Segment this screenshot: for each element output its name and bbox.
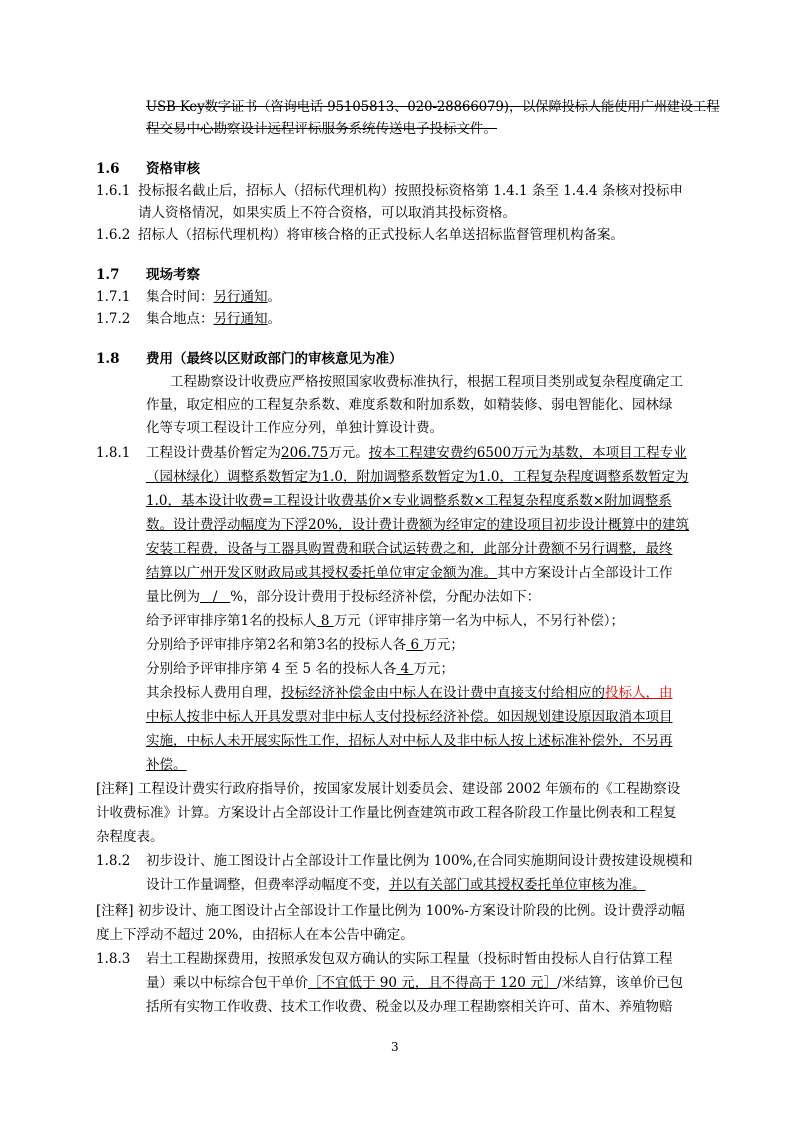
compensation-text: 投标经济补偿金由中标人在设计费中直接支付给相应的 — [281, 685, 605, 701]
clause-1-8-3-line-1: 岩土工程勘探费用，按照承发包双方确认的实际工程量（投标时暂由投标人自行估算工程 — [146, 951, 673, 967]
ratio-rest: %，部分设计费用于投标经济补偿，分配办法如下： — [230, 589, 541, 605]
note-1-line-3: 杂程度表。 — [96, 829, 164, 845]
meeting-place-value: 另行通知 — [213, 311, 268, 327]
clause-1-6-1-number: 1.6.1 — [96, 183, 131, 199]
fee-float-text: 设计费浮动幅度为下浮20%，设计费计费额为经审定的建设项目初步设计概算中的建筑 — [173, 517, 690, 533]
clause-1-8-1-line-1 — [146, 442, 687, 464]
clause-1-8-1-line-12: 中标人按非中标人开具发票对非中标人支付投标经济补偿。如因规划建设原因取消本项目 — [146, 709, 673, 725]
ratio-value: / — [200, 589, 231, 605]
clause-1-8-2-number: 1.8.2 — [96, 853, 131, 869]
approval-text: 并以有关部门或其授权委托单位审核为准。 — [389, 877, 646, 893]
section-1-6-title: 资格审核 — [146, 161, 200, 177]
rank-1-amount: 8 — [316, 613, 334, 629]
clause-1-8-1-line-10 — [146, 658, 454, 680]
base-fee-label: 工程设计费基价暂定为 — [146, 445, 281, 461]
section-1-7-title: 现场考察 — [146, 267, 200, 283]
unit-price-label: 量）乘以中标综合包干单价 — [146, 975, 308, 991]
line-4-start: 数。 — [146, 517, 173, 533]
meeting-time-value: 另行通知 — [213, 289, 268, 305]
ratio-label: 量比例为 — [146, 589, 200, 605]
section-1-7-number: 1.7 — [96, 267, 120, 283]
clause-1-7-1-text — [146, 286, 281, 308]
note-1-line-2: 计收费标准》计算。方案设计占全部设计工作量比例查建筑市政工程各阶段工作量比例表和工程复 — [96, 805, 677, 821]
fee-intro-line-1: 工程勘察设计收费应严格按照国家收费标准执行，根据工程项目类别或复杂程度确定工 — [170, 374, 683, 390]
clause-1-8-1-line-4 — [146, 514, 689, 536]
base-fee-unit: 万元。 — [328, 445, 369, 461]
rank-1-rest: 万元（评审排序第一名为中标人，不另行补偿）； — [333, 613, 625, 629]
struck-text-line-2: 程交易中心勘察设计远程评标服务系统传送电子投标文件。 — [146, 121, 497, 137]
fee-intro-line-2: 作量，取定相应的工程复杂系数、难度系数和附加系数，如精装修、弱电智能化、园林绿 — [146, 397, 673, 413]
clause-1-8-1-number: 1.8.1 — [96, 445, 131, 461]
compensation-red-text: 投标人，由 — [605, 685, 673, 701]
section-1-8-number: 1.8 — [96, 351, 120, 367]
clause-1-8-1-line-6 — [146, 562, 673, 584]
clause-1-8-1-line-5: 安装工程费，设备与工器具购置费和联合试运转费之和，此部分计费额不另行调整，最终 — [146, 541, 673, 557]
page-number: 3 — [391, 1040, 399, 1054]
clause-1-6-2-text: 招标人（招标代理机构）将审核合格的正式投标人名单送招标监督管理机构备案。 — [138, 227, 624, 243]
design-adjust-text: 设计工作量调整，但费率浮动幅度不变， — [146, 877, 389, 893]
others-self-pay: 其余投标人费用自理， — [146, 685, 281, 701]
note-1-line-1: [注释] 工程设计费实行政府指导价，按国家发展计划委员会、建设部 2002 年颁布的《工程勘察设 — [96, 781, 681, 797]
rank-2-3-unit: 万元； — [423, 637, 464, 653]
meeting-place-label: 集合地点： — [146, 311, 214, 327]
rank-4-5-unit: 万元； — [413, 661, 455, 677]
struck-text-line-1: USB Key数字证书（咨询电话 95105813、020-28866079)，以保障投标人能使用广州建设工程 — [146, 99, 720, 115]
unit-price-rest: /米结算，该单价已包 — [557, 975, 684, 991]
clause-1-8-1-line-3: 1.0，基本设计收费=工程设计收费基价×专业调整系数×工程复杂程度系数×附加调整系 — [146, 493, 672, 509]
clause-1-6-1-text-1: 投标报名截止后，招标人（招标代理机构）按照投标资格第 1.4.1 条至 1.4.4 条核对投标申 — [138, 183, 683, 199]
note-2-line-2: 度上下浮动不超过 20%，由招标人在本公告中确定。 — [96, 927, 414, 943]
clause-1-8-3-number: 1.8.3 — [96, 951, 131, 967]
clause-1-8-2-line-1: 初步设计、施工图设计占全部设计工作量比例为 100%,在合同实施期间设计费按建设规模和 — [146, 853, 693, 869]
base-fee-value: 206.75 — [281, 445, 329, 461]
rank-2-3-amount: 6 — [406, 637, 424, 653]
scheme-ratio-text: 其中方案设计占全部设计工作 — [497, 565, 673, 581]
base-fee-basis: 按本工程建安费约6500万元为基数，本项目工程专业 — [368, 445, 687, 461]
clause-1-8-1-line-11 — [146, 682, 673, 704]
fee-intro-line-3: 化等专项工程设计工作应分列，单独计算设计费。 — [146, 420, 443, 436]
clause-1-7-1-number: 1.7.1 — [96, 289, 131, 305]
meeting-place-end: 。 — [267, 311, 281, 327]
clause-1-8-1-line-8 — [146, 610, 624, 632]
clause-1-8-1-line-13: 实施，中标人未开展实际性工作，招标人对中标人及非中标人按上述标准补偿外，不另再 — [146, 733, 673, 749]
unit-price-range: ［不宜低于 90 元，且不得高于 120 元］ — [308, 975, 558, 991]
clause-1-8-2-line-2 — [146, 874, 646, 896]
rank-2-3-label: 分别给予评审排序第2名和第3名的投标人各 — [146, 637, 407, 653]
meeting-time-end: 。 — [267, 289, 281, 305]
clause-1-8-1-line-14: 补偿。 — [146, 757, 187, 773]
note-2-line-1: [注释] 初步设计、施工图设计占全部设计工作量比例为 100%-方案设计阶段的比例。设计费浮动幅 — [96, 903, 685, 919]
rank-1-label: 给予评审排序第1名的投标人 — [146, 613, 317, 629]
clause-1-7-2-text — [146, 308, 281, 330]
clause-1-8-3-line-2 — [146, 972, 683, 994]
clause-1-6-2-number: 1.6.2 — [96, 227, 131, 243]
clause-1-6-1-text-2: 请人资格情况，如果实质上不符合资格，可以取消其投标资格。 — [138, 205, 516, 221]
clause-1-8-1-line-2: （园林绿化）调整系数暂定为1.0，附加调整系数暂定为1.0，工程复杂程度调整系数暂定为 — [146, 469, 689, 485]
clause-1-7-2-number: 1.7.2 — [96, 311, 131, 327]
meeting-time-label: 集合时间： — [146, 289, 214, 305]
settlement-text: 结算以广州开发区财政局或其授权委托单位审定金额为准。 — [146, 565, 497, 581]
rank-4-5-amount: 4 — [396, 661, 414, 677]
clause-1-8-1-line-7 — [146, 586, 540, 608]
section-1-6-number: 1.6 — [96, 161, 120, 177]
section-1-8-title: 费用（最终以区财政部门的审核意见为准） — [146, 351, 403, 367]
clause-1-8-1-line-9 — [146, 634, 464, 656]
rank-4-5-label: 分别给予评审排序第 4 至 5 名的投标人各 — [146, 661, 397, 677]
clause-1-8-3-line-3: 括所有实物工作收费、技术工作收费、税金以及办理工程勘察相关许可、苗木、养殖物赔 — [146, 999, 673, 1015]
